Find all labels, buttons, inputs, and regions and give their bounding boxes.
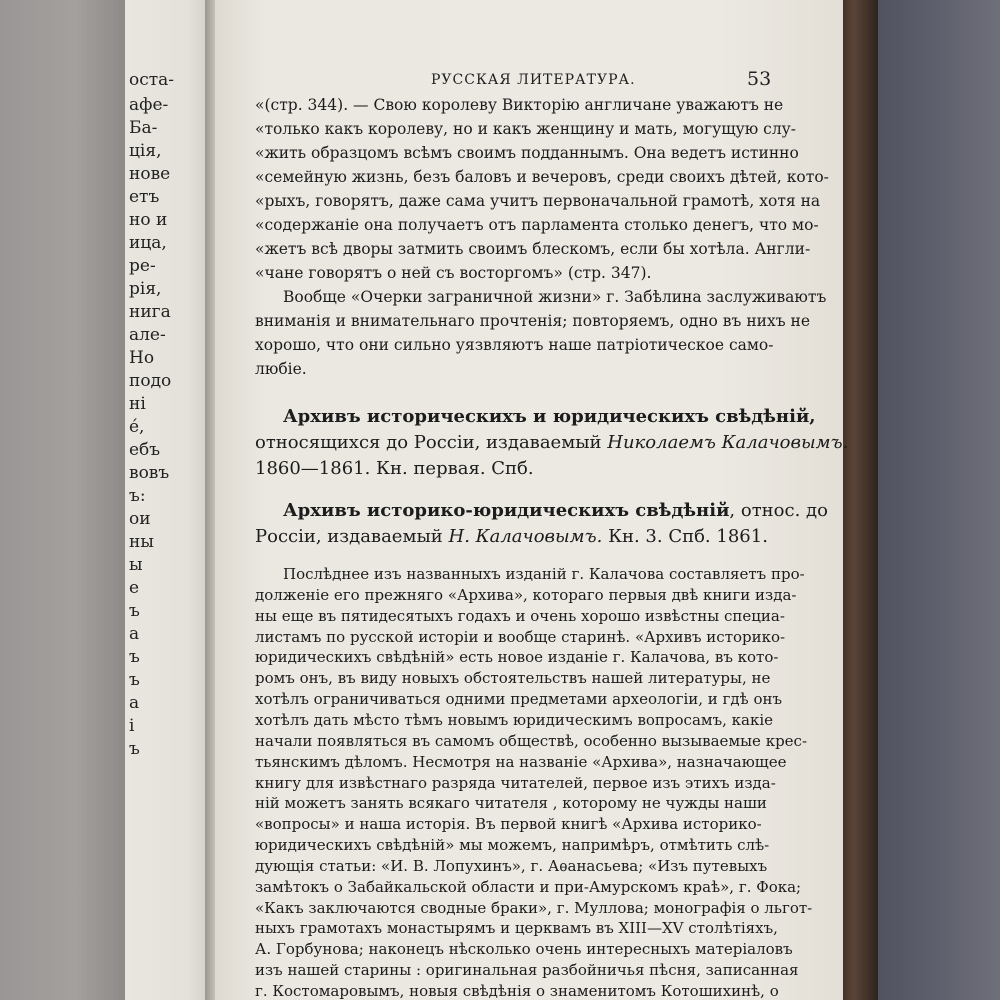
heading-text: Кн. 3. Спб. 1861. (608, 526, 768, 547)
left-page-fragment: е (129, 578, 140, 598)
left-page-fragment: нига (129, 302, 171, 322)
text-line: листамъ по русской исторіи и вообще старинѣ. «Архивъ историко- (255, 627, 786, 646)
left-page-fragment: ы (129, 555, 143, 575)
left-page-fragment: ъ (129, 601, 140, 621)
page-header (215, 68, 843, 94)
text-line: Послѣднее изъ названныхъ изданій г. Калачова составляетъ про- (283, 565, 805, 583)
left-page-fragment: ъ (129, 647, 140, 667)
text-line: ромъ онъ, въ виду новыхъ обстоятельствъ нашей литературы, не (255, 669, 771, 688)
text-line: ныхъ грамотахъ монастырямъ и церквамъ въ XIII—XV столѣтіяхъ, (255, 919, 778, 938)
left-page-fragment: афе- (129, 95, 169, 115)
text-line: хотѣлъ ограничиваться одними предметами археологіи, и гдѣ онъ (255, 690, 783, 709)
text-line: «жить образцомъ всѣмъ своимъ подданнымъ. Она ведетъ истинно (255, 144, 799, 162)
text-line: «только какъ королеву, но и какъ женщину и мать, могущую слу- (255, 120, 797, 138)
text-line: тьянскимъ дѣломъ. Несмотря на названіе «Архива», назначающее (255, 752, 787, 771)
left-page-fragment: оста- (129, 70, 175, 90)
text-line: дующія статьи: «И. В. Лопухинъ», г. Аѳанасьева; «Изъ путевыхъ (255, 856, 768, 875)
left-page-fragment: ъ (129, 670, 140, 690)
heading-line: 1860—1861. Кн. первая. Спб. (255, 458, 534, 479)
left-page-fragment: ні (129, 394, 146, 414)
heading-text: , относ. до (729, 500, 828, 521)
left-page-fragment: е́, (129, 417, 145, 437)
heading-title: Архивъ историко-юридическихъ свѣдѣній (283, 500, 730, 521)
left-page-fragment: а (129, 624, 140, 644)
left-page-fragment: нове (129, 164, 171, 184)
left-page-fragment: ои (129, 509, 151, 529)
heading-line (255, 432, 849, 453)
left-page-fragment: рія, (129, 279, 162, 299)
left-page-fragment: ебъ (129, 440, 161, 460)
background-left (0, 0, 125, 1000)
left-page-fragment: Но (129, 348, 155, 368)
heading-text: относящихся до Россіи, издаваемый (255, 432, 602, 453)
text-line: долженіе его прежняго «Архива», котораго первыя двѣ книги изда- (255, 585, 797, 604)
text-line: изъ нашей старины : оригинальная разбойничья пѣсня, записанная (255, 961, 799, 980)
left-page-fragment: але- (129, 325, 166, 345)
text-line: Вообще «Очерки заграничной жизни» г. Забѣлина заслуживаютъ (283, 288, 827, 306)
heading-line (255, 526, 810, 547)
text-line: А. Горбунова; наконецъ нѣсколько очень интересныхъ матеріаловъ (255, 940, 793, 959)
left-page-fragment: ція, (129, 141, 162, 161)
left-page-fragment: ны (129, 532, 154, 552)
left-page-fragment: етъ (129, 187, 160, 207)
text-line: «семейную жизнь, безъ баловъ и вечеровъ, среди своихъ дѣтей, кото- (255, 168, 829, 186)
page-number: 53 (747, 68, 772, 90)
text-line: «жетъ всѣ дворы затмить своимъ блескомъ, если бы хотѣла. Англи- (255, 240, 811, 258)
text-line: хорошо, что они сильно уязвляютъ наше патріотическое само- (255, 336, 774, 354)
text-line: книгу для извѣстнаго разряда читателей, первое изъ этихъ изда- (255, 773, 776, 792)
text-line: «Какъ заключаются сводные браки», г. Муллова; монографія о льгот- (255, 898, 813, 917)
heading-line (283, 406, 816, 427)
text-line: «(стр. 344). — Свою королеву Викторію англичане уважаютъ не (255, 96, 784, 114)
text-line: «содержаніе она получаетъ отъ парламента столько денегъ, что мо- (255, 216, 819, 234)
heading-title: Архивъ историческихъ и юридическихъ свѣдѣній, (283, 406, 816, 427)
text-line: «чане говорятъ о ней съ восторгомъ» (стр. 347). (255, 264, 652, 282)
book-page (215, 0, 849, 1000)
left-page-fragment: ъ: (129, 486, 146, 506)
left-page-fragment: ре- (129, 256, 156, 276)
text-line: юридическихъ свѣдѣній» есть новое изданіе г. Калачова, въ кото- (255, 648, 779, 667)
text-line: «рыхъ, говорятъ, даже сама учитъ первоначальной грамотѣ, хотя на (255, 192, 821, 210)
text-line: ны еще въ пятидесятыхъ годахъ и очень хорошо извѣстны специа- (255, 606, 785, 625)
left-page (125, 0, 215, 1000)
text-line: юридическихъ свѣдѣній» мы можемъ, напримѣръ, отмѣтить слѣ- (255, 836, 770, 855)
left-page-fragment: ъ (129, 739, 140, 759)
left-page-fragment: вовъ (129, 463, 170, 483)
text-line: вниманія и внимательнаго прочтенія; повторяемъ, одно въ нихъ не (255, 312, 811, 330)
left-page-fragment: ица, (129, 233, 167, 253)
text-line: ній можетъ занять всякаго читателя , которому не чужды наши (255, 794, 767, 813)
heading-text: Россіи, издаваемый (255, 526, 443, 547)
text-line: замѣтокъ о Забайкальской области и при-Амурскомъ краѣ», г. Фока; (255, 877, 802, 896)
heading-editor: Николаемъ Калачовымъ. (607, 432, 849, 453)
book-cover-edge (838, 0, 878, 1000)
left-page-fragment: Ба- (129, 118, 158, 138)
left-page-fragment: і (129, 716, 135, 736)
heading-editor: Н. Калачовымъ. (448, 526, 603, 547)
left-page-fragment: подо (129, 371, 172, 391)
heading-line (283, 500, 828, 521)
text-line: любіе. (255, 360, 307, 378)
text-line: «вопросы» и наша исторія. Въ первой книгѣ «Архива историко- (255, 815, 762, 834)
running-title: РУССКАЯ ЛИТЕРАТУРА. (431, 72, 636, 88)
text-line: хотѣлъ дать мѣсто тѣмъ новымъ юридическимъ вопросамъ, какіе (255, 710, 774, 729)
left-page-fragment: а (129, 693, 140, 713)
text-line: г. Костомаровымъ, новыя свѣдѣнія о знаменитомъ Котошихинѣ, о (255, 982, 779, 1000)
text-line: начали появляться въ самомъ обществѣ, особенно вызываемые крес- (255, 731, 808, 750)
left-page-fragment: но и (129, 210, 168, 230)
